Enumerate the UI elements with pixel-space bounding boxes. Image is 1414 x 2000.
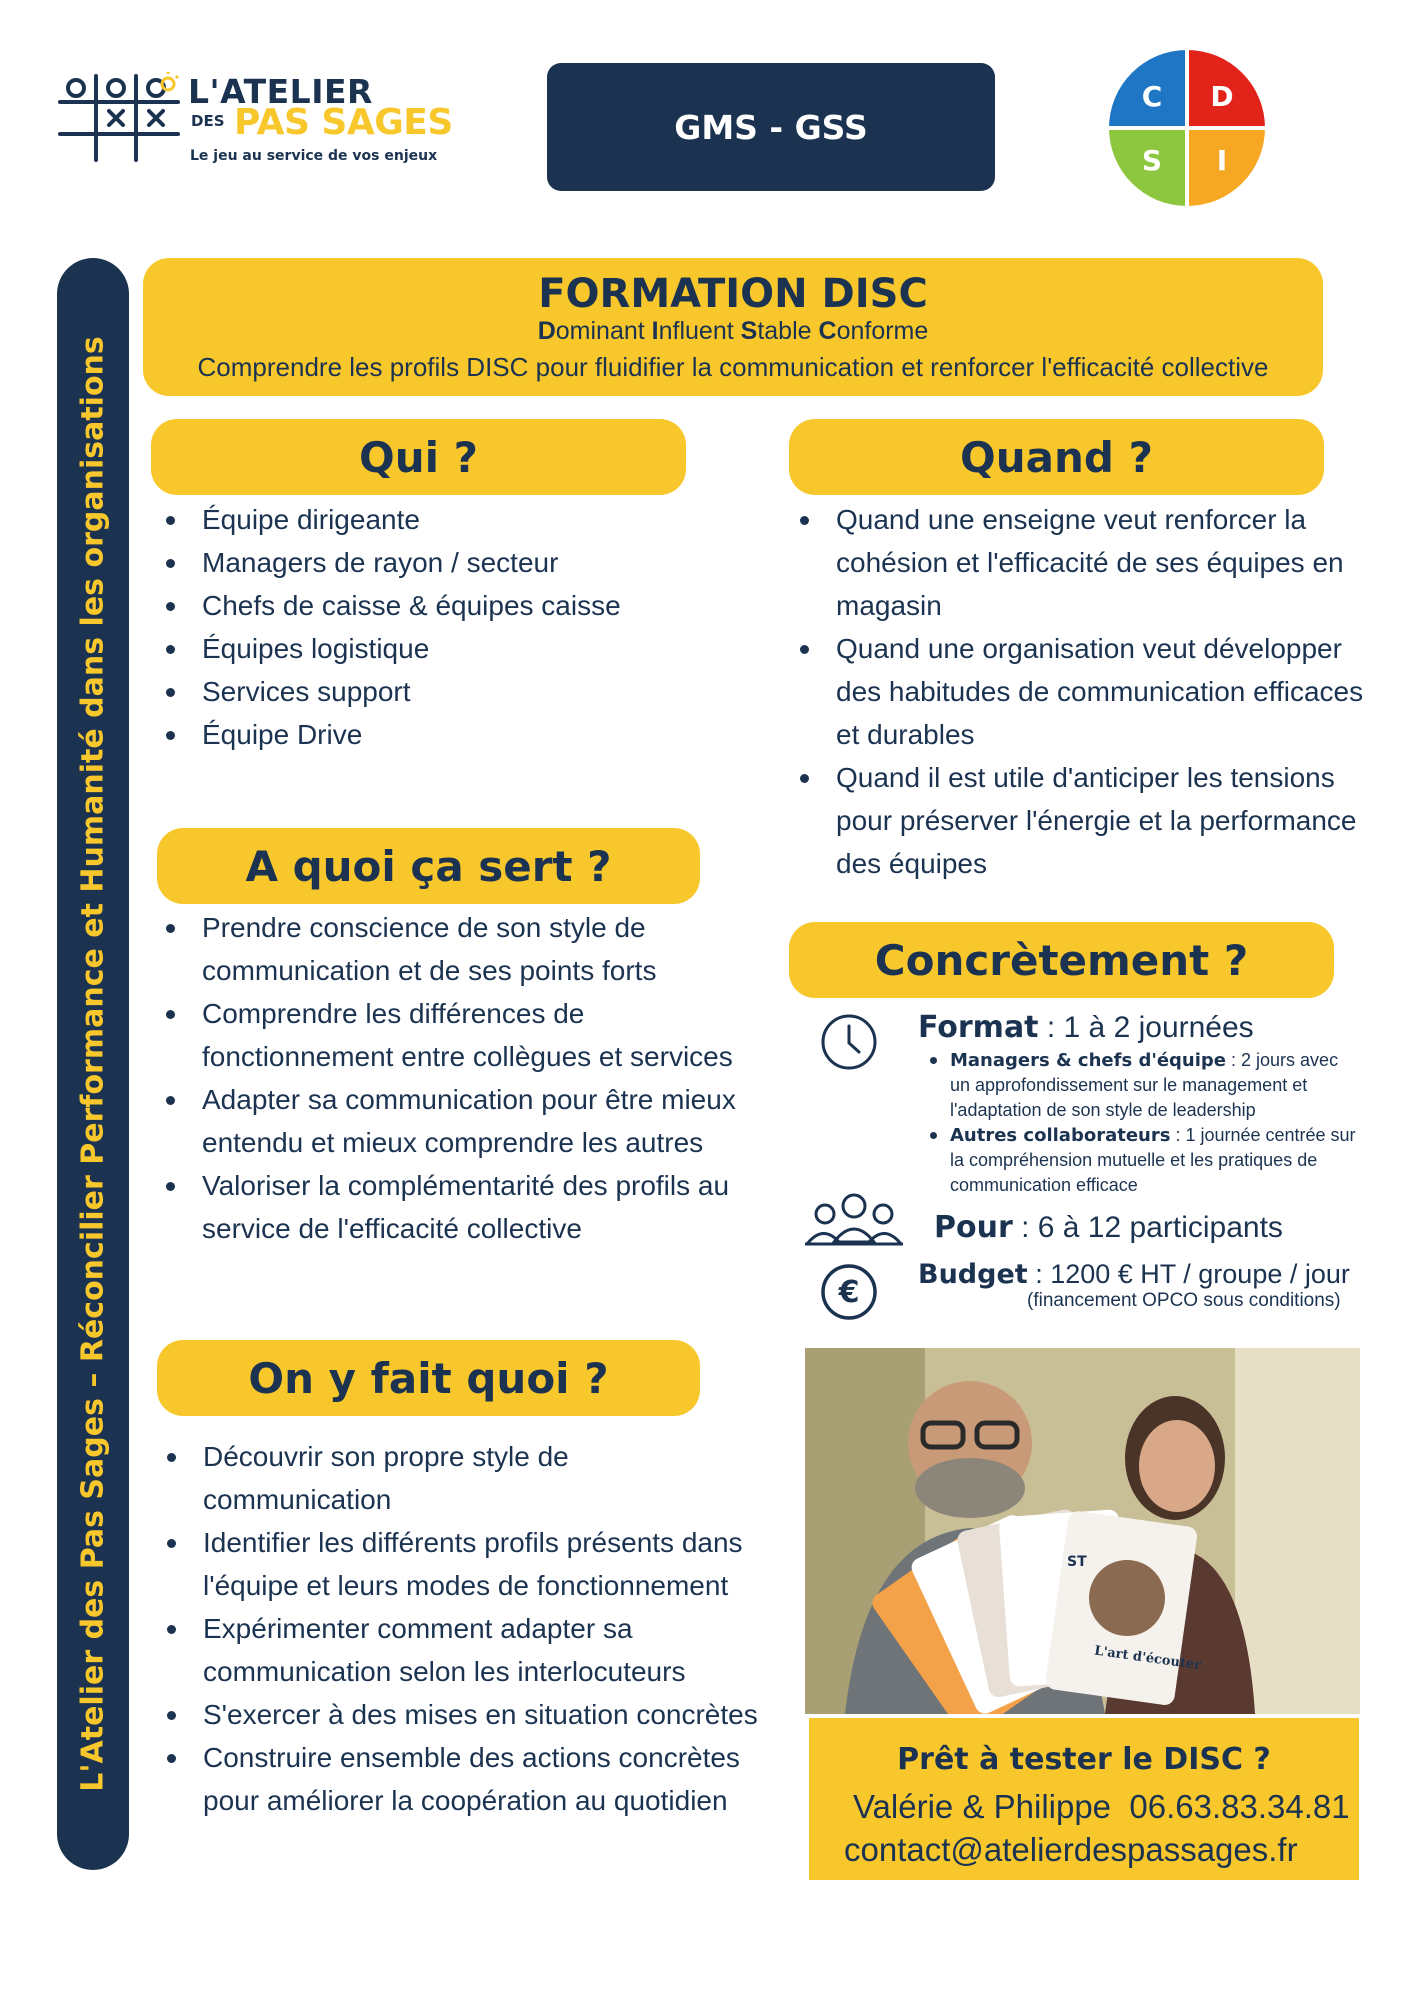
sector-badge-label: GMS - GSS	[674, 107, 868, 147]
budget-value: : 1200 € HT / groupe / jour	[1027, 1259, 1350, 1289]
a-quoi-heading	[157, 828, 700, 904]
logo-line3: PAS SAGES	[234, 102, 453, 143]
acronym-i-rest: nfluent	[658, 317, 734, 345]
svg-text:€: €	[838, 1275, 860, 1310]
contact-names-phone: Valérie & Philippe 06.63.83.34.81	[853, 1788, 1350, 1825]
concretement-heading-label: Concrètement ?	[874, 935, 1249, 985]
list-item: Autres collaborateurs : 1 journée centrée sur la compréhension mutuelle et les pratiques de communication efficace	[920, 1123, 1360, 1198]
list-item: Découvrir son propre style de communication	[163, 1435, 763, 1521]
list-item: Adapter sa communication pour être mieux entendu et mieux comprendre les autres	[162, 1078, 762, 1164]
list-item: Équipe Drive	[162, 713, 742, 756]
disc-acronym	[143, 316, 1323, 346]
disc-i-letter: I	[1216, 144, 1228, 177]
format-value: : 1 à 2 journées	[1038, 1011, 1254, 1044]
title-block	[143, 258, 1323, 396]
people-icon	[803, 1192, 905, 1248]
concretement-heading	[789, 922, 1334, 998]
disc-wheel-icon	[1107, 48, 1267, 208]
list-item: Quand une organisation veut développer des habitudes de communication efficaces et durables	[796, 627, 1366, 756]
list-item: Identifier les différents profils présents dans l'équipe et leurs modes de fonctionnement	[163, 1521, 763, 1607]
budget-line	[918, 1258, 1350, 1291]
acronym-c-rest: onforme	[836, 317, 929, 345]
list-item: Services support	[162, 670, 742, 713]
sidebar-text: L'Atelier des Pas Sages – Réconcilier Performance et Humanité dans les organisations	[75, 336, 111, 1792]
contact-email[interactable]: contact@atelierdespassages.fr	[844, 1831, 1298, 1868]
acronym-s-rest: table	[757, 317, 812, 345]
contact-box	[809, 1718, 1359, 1880]
list-item: Équipe dirigeante	[162, 498, 742, 541]
contact-cta: Prêt à tester le DISC ?	[897, 1742, 1271, 1777]
logo-tagline: Le jeu au service de vos enjeux	[190, 148, 438, 164]
list-item: Managers & chefs d'équipe : 2 jours avec un approfondissement sur le management et l'adaptation de son style de leadership	[920, 1048, 1360, 1123]
budget-note: (financement OPCO sous conditions)	[1027, 1290, 1341, 1311]
sidebar-banner	[57, 258, 129, 1870]
qui-heading-label: Qui ?	[359, 432, 478, 482]
list-item: Chefs de caisse & équipes caisse	[162, 584, 742, 627]
tic-tac-toe-logo-icon	[58, 72, 183, 164]
photo-card-text: L'art d'écouter	[1093, 1643, 1202, 1674]
on-y-fait-list	[163, 1435, 763, 1822]
title-subtitle: Comprendre les profils DISC pour fluidifier la communication et renforcer l'efficacité collective	[197, 352, 1269, 382]
acronym-d-initial: D	[537, 317, 556, 345]
a-quoi-heading-label: A quoi ça sert ?	[245, 841, 612, 891]
format-label: Format	[918, 1010, 1039, 1045]
disc-s-letter: S	[1141, 144, 1163, 177]
pour-line	[934, 1210, 1283, 1246]
team-photo	[805, 1348, 1360, 1714]
on-y-fait-heading	[157, 1340, 700, 1416]
logo-line1: L'ATELIER	[188, 72, 373, 111]
list-item: Comprendre les différences de fonctionnement entre collègues et services	[162, 992, 762, 1078]
clock-icon	[819, 1012, 879, 1072]
pour-value: : 6 à 12 participants	[1012, 1211, 1283, 1244]
list-item: Construire ensemble des actions concrètes pour améliorer la coopération au quotidien	[163, 1736, 763, 1822]
list-item: Quand une enseigne veut renforcer la cohésion et l'efficacité de ses équipes en magasin	[796, 498, 1366, 627]
acronym-i-initial: I	[651, 317, 659, 345]
format-line	[918, 1010, 1254, 1046]
euro-icon	[819, 1262, 879, 1322]
page-title: FORMATION DISC	[538, 271, 928, 317]
qui-heading	[151, 419, 686, 495]
a-quoi-list	[162, 906, 762, 1250]
on-y-fait-heading-label: On y fait quoi ?	[248, 1353, 609, 1403]
list-item: Expérimenter comment adapter sa communication selon les interlocuteurs	[163, 1607, 763, 1693]
quand-list	[796, 498, 1366, 885]
list-item: Équipes logistique	[162, 627, 742, 670]
format-details	[920, 1048, 1360, 1198]
list-item: Valoriser la complémentarité des profils au service de l'efficacité collective	[162, 1164, 762, 1250]
list-item: Prendre conscience de son style de communication et de ses points forts	[162, 906, 762, 992]
budget-label: Budget	[918, 1259, 1028, 1290]
sector-badge	[547, 63, 995, 191]
acronym-c-initial: C	[818, 317, 837, 345]
list-item: Managers de rayon / secteur	[162, 541, 742, 584]
quand-heading	[789, 419, 1324, 495]
logo	[58, 72, 458, 172]
acronym-d-rest: ominant	[555, 317, 645, 345]
disc-c-letter: C	[1141, 80, 1163, 113]
pour-label: Pour	[934, 1210, 1013, 1245]
list-item: Quand il est utile d'anticiper les tensions pour préserver l'énergie et la performance des équipes	[796, 756, 1366, 885]
photo-card-text-2: ST	[1067, 1554, 1087, 1570]
logo-line2: DES	[191, 112, 225, 130]
photo-illustration	[805, 1348, 1360, 1714]
list-item: S'exercer à des mises en situation concrètes	[163, 1693, 763, 1736]
acronym-s-initial: S	[740, 317, 758, 345]
qui-list	[162, 498, 742, 756]
quand-heading-label: Quand ?	[960, 432, 1153, 482]
disc-d-letter: D	[1210, 80, 1234, 113]
